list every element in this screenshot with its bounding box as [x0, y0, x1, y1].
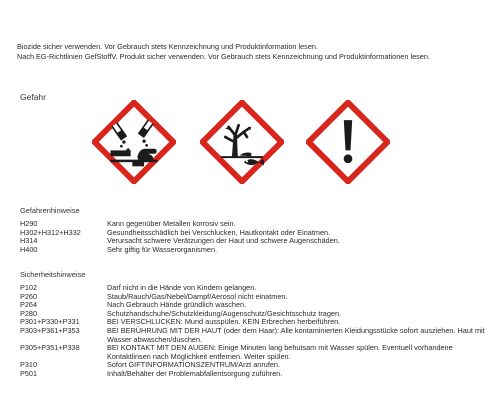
hazard-statement-code: H400	[20, 244, 38, 254]
precaution-statement-row	[20, 293, 490, 302]
signal-word: Gefahr	[20, 92, 46, 102]
exclamation-mark-icon	[306, 100, 390, 184]
precaution-statement-text: BEI BERÜHRUNG MIT DER HAUT (oder dem Haar): Alle kontaminierten Kleidungsstücke sofort ausziehen. Haut mit Wasser abwaschen/duschen.	[107, 325, 485, 344]
precaution-statement-code: P501	[20, 368, 38, 378]
hazard-statement-text: Gesundheitsschädlich bei Verschlucken, Hautkontakt oder Einatmen.	[107, 227, 331, 237]
hazard-statement-code: H314	[20, 236, 38, 246]
precaution-statement-row	[20, 370, 490, 379]
ghs-pictograms	[92, 100, 392, 186]
hazard-statement-text: Sehr giftig für Wasserorganismen.	[107, 244, 218, 254]
precaution-statement-text: Sofort GIFTINFORMATIONSZENTRUM/Arzt anrufen.	[107, 360, 280, 370]
precautionary-statements-title: Sicherheitshinweise	[20, 270, 86, 279]
corrosion-icon	[92, 100, 176, 184]
hazard-statements-title: Gefahrenhinweise	[20, 206, 80, 215]
precaution-statement-code: P260	[20, 291, 38, 301]
intro-text	[17, 42, 487, 61]
precaution-statement-code: P102	[20, 283, 38, 292]
precaution-statement-text: BEI VERSCHLUCKEN: Mund ausspülen. KEIN Erbrechen herbeiführen.	[107, 317, 341, 327]
hazard-statement-text: Verursacht schwere Verätzungen der Haut und schwere Augenschäden.	[107, 236, 340, 246]
precaution-statement-text: Schutzhandschuhe/Schutzkleidung/Augenschutz/Gesichtsschutz tragen.	[107, 308, 342, 318]
precaution-statement-code: P280	[20, 308, 38, 318]
hazard-statement-text: Kann gegenüber Metallen korrosiv sein.	[107, 219, 236, 228]
precaution-statement-text: Darf nicht in die Hände von Kindern gelangen.	[107, 283, 257, 292]
hazard-statement-code: H290	[20, 219, 38, 228]
hazard-statement-row	[20, 237, 490, 246]
precaution-statement-row	[20, 344, 490, 361]
precaution-statement-text: Inhalt/Behälter der Problemabfallentsorgung zuführen.	[107, 368, 283, 378]
precaution-statement-code: P310	[20, 360, 38, 370]
precaution-statement-code: P301+P330+P331	[20, 317, 80, 327]
precaution-statement-text: Nach Gebrauch Hände gründlich waschen.	[107, 300, 247, 310]
precaution-statement-code: P305+P351+P338	[20, 343, 80, 353]
hazard-statement-row	[20, 246, 490, 255]
hazard-statement-code: H302+H312+H332	[20, 227, 81, 237]
precaution-statement-text: Staub/Rauch/Gas/Nebel/Dampf/Aerosol nicht einatmen.	[107, 291, 288, 301]
precaution-statement-code: P264	[20, 300, 38, 310]
hazard-statements	[20, 220, 490, 254]
environment-icon	[200, 100, 284, 184]
precaution-statement-row	[20, 327, 490, 344]
intro-line-1: Biozide sicher verwenden. Vor Gebrauch stets Kennzeichnung und Produktinformation lesen.	[17, 42, 318, 51]
precaution-statement-code: P303+P361+P353	[20, 325, 80, 335]
intro-line-2: Nach EG-Richtlinien GefStoffV. Produkt sicher verwenden. Vor Gebrauch stets Kennzeichnung und Produktinformationen lesen.	[17, 51, 430, 61]
precautionary-statements	[20, 284, 490, 379]
precaution-statement-text: BEI KONTAKT MIT DEN AUGEN: Einige Minuten lang behutsam mit Wasser spülen. Eventuell vorhandene Kontaktlinsen nach Möglichkeit entfernen. Weiter spülen.	[107, 343, 453, 361]
